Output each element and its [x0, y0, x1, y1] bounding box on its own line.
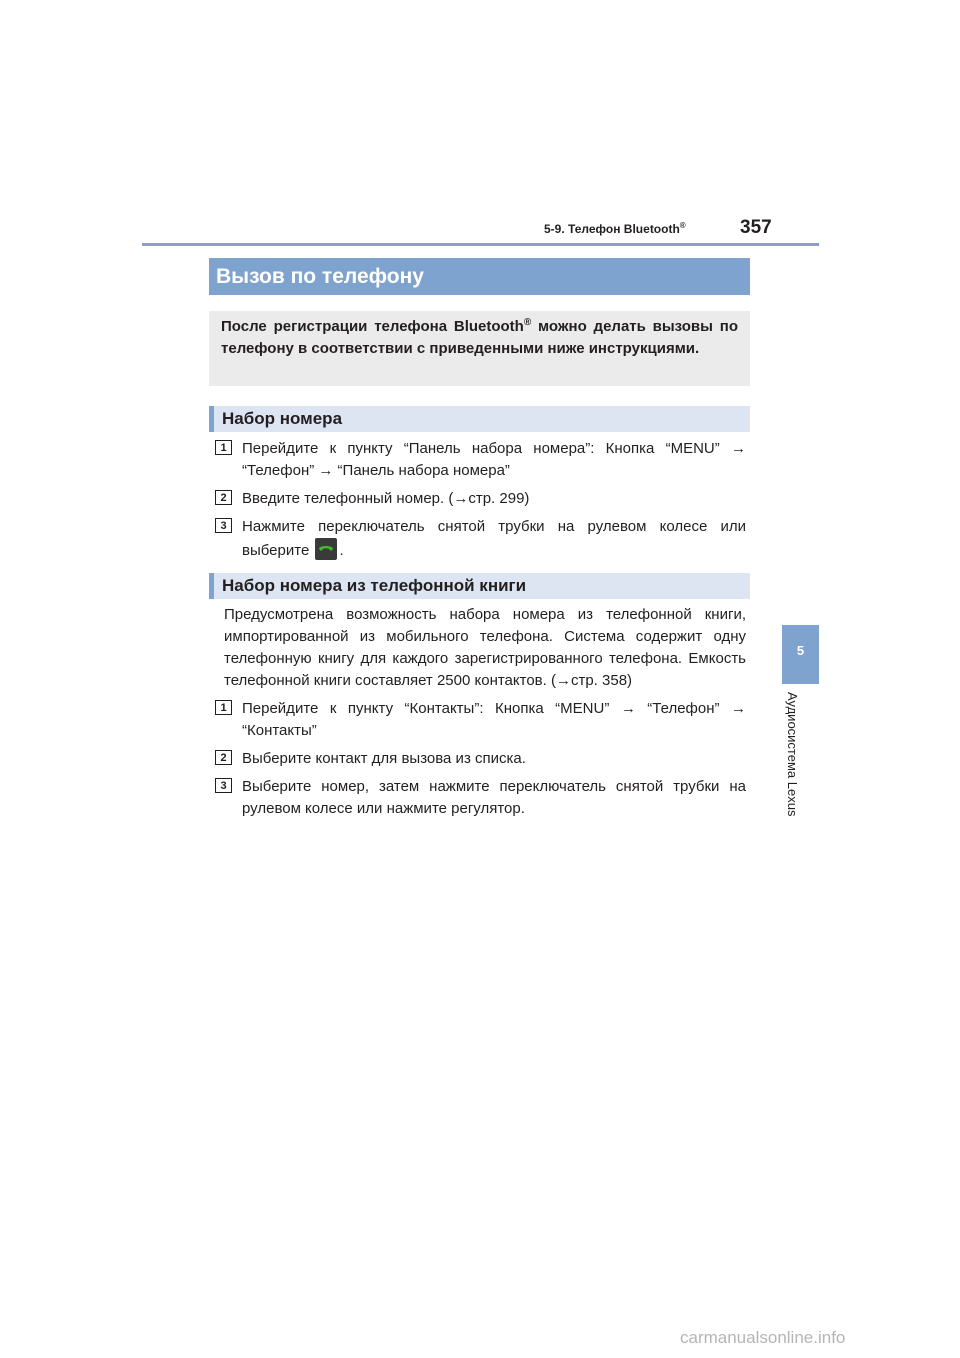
chapter-label: Аудиосистема Lexus [785, 692, 800, 817]
step-text: Нажмите переключатель снятой трубки на рулевом колесе или выберите . [242, 518, 746, 559]
green-handset-icon [315, 538, 337, 560]
intro-text-a: После регистрации телефона Bluetooth [221, 318, 524, 335]
phonebook-paragraph: Предусмотрена возможность набора номера из телефонной книги, импортированной из мобильного телефона. Система содержит одну телефонную книгу для каждого зарегистрированного телефона. Емкость телефонной книги составляет 2500 контактов. (→стр. 358) [224, 606, 746, 689]
dial-step-3 [215, 516, 746, 562]
phonebook-step-3 [215, 776, 746, 820]
phonebook-step-1 [215, 698, 746, 742]
step-number: 3 [215, 778, 232, 793]
phonebook-step-2 [215, 748, 746, 770]
step-number: 1 [215, 440, 232, 455]
step-text: Введите телефонный номер. (→стр. 299) [242, 490, 530, 507]
subhead-phonebook: Набор номера из телефонной книги [209, 573, 750, 599]
dial-step-1 [215, 438, 746, 482]
section-title: Вызов по телефону [209, 258, 750, 295]
step-number: 2 [215, 490, 232, 505]
chapter-tab: 5 [782, 625, 819, 684]
intro-sup: ® [523, 317, 532, 328]
watermark: carmanualsonline.info [680, 1328, 846, 1347]
intro-text-b: можно делать вызовы по телефону в соответствии с приведенными ниже инструкциями. [221, 318, 738, 357]
page-number: 357 [740, 217, 772, 238]
step-text: Выберите номер, затем нажмите переключатель снятой трубки на рулевом колесе или нажмите регулятор. [242, 778, 746, 817]
step-number: 3 [215, 518, 232, 533]
dial-step-2 [215, 488, 746, 510]
step-text: Перейдите к пункту “Панель набора номера”: Кнопка “MENU” → “Телефон” → “Панель набора номера” [242, 440, 746, 479]
step-number: 1 [215, 700, 232, 715]
header-section-title: 5-9. Телефон Bluetooth® [544, 221, 686, 236]
step-number: 2 [215, 750, 232, 765]
step-text: Выберите контакт для вызова из списка. [242, 750, 526, 767]
intro-box [209, 311, 750, 386]
step-text: Перейдите к пункту “Контакты”: Кнопка “MENU” → “Телефон” → “Контакты” [242, 700, 746, 739]
header-rule [142, 243, 819, 246]
subhead-dial: Набор номера [209, 406, 750, 432]
